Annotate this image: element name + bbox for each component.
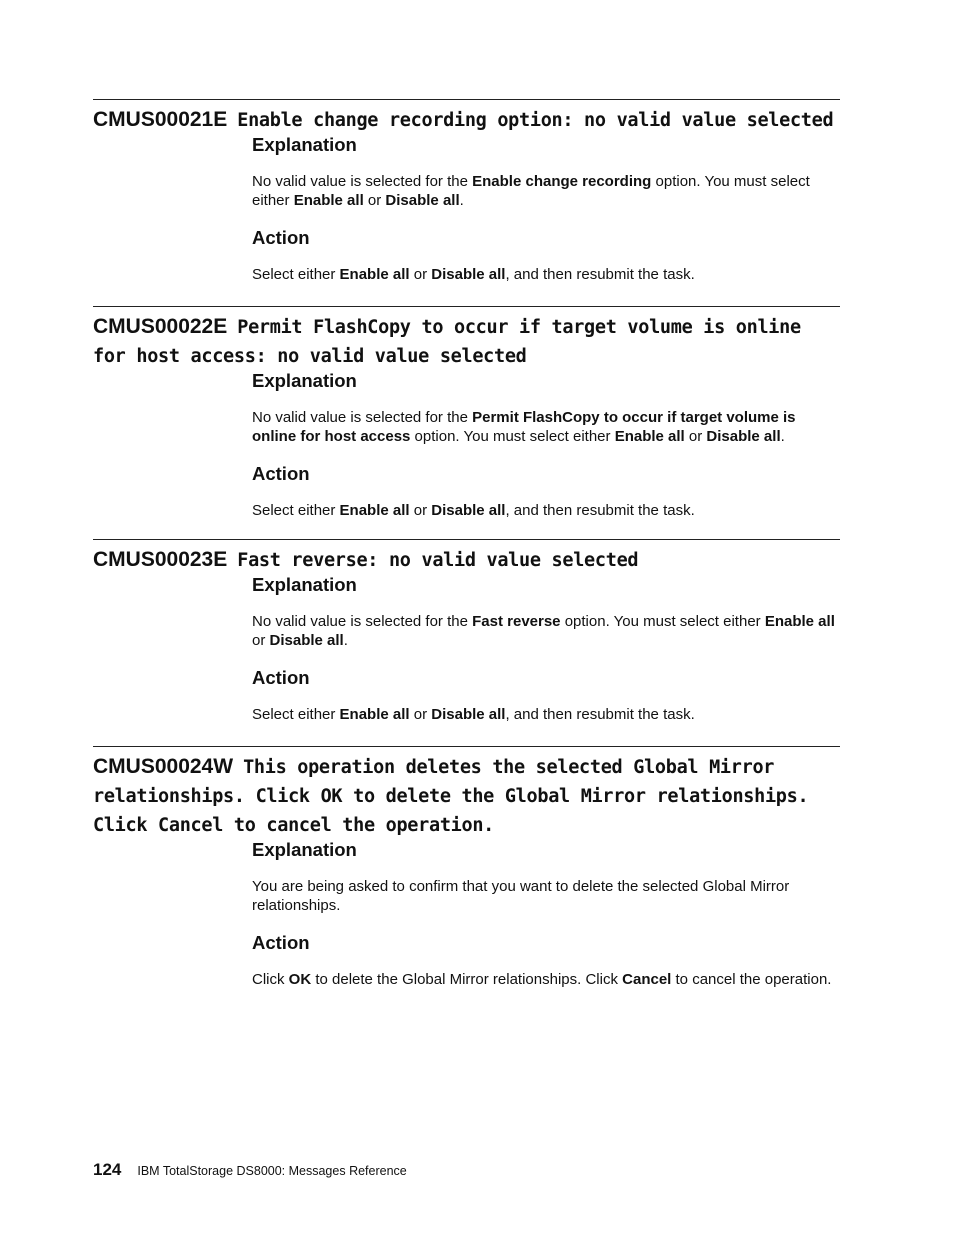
explanation-heading: Explanation [252,839,357,860]
bold-term: OK [288,971,312,988]
message-code: CMUS00024W [93,755,234,778]
message-title: Enable change recording option: no valid value selected [237,110,834,131]
explanation-text [252,172,842,210]
text-run: to cancel the operation. [671,971,832,988]
message-title: Fast reverse: no valid value selected [237,550,639,571]
text-run: , and then resubmit the task. [505,266,695,283]
text-run: option. You must select either [410,428,615,445]
action-text [252,265,842,284]
bold-term: Disable all [385,192,460,209]
text-run: Select either [252,706,340,723]
message-code: CMUS00023E [93,548,228,571]
text-run: , and then resubmit the task. [505,706,695,723]
bold-term: Disable all [706,428,781,445]
bold-term: Cancel [622,971,672,988]
text-run: to delete the Global Mirror relationships. Click [311,971,623,988]
message-heading [93,105,840,134]
text-run: option. You must select either [560,613,765,630]
bold-term: Fast reverse [472,613,561,630]
message-cmus00021e [93,99,840,301]
message-cmus00022e [93,306,840,537]
message-cmus00023e [93,539,840,741]
action-heading: Action [252,667,310,688]
bold-term: Enable all [764,613,835,630]
bold-term: Enable all [293,192,364,209]
explanation-heading: Explanation [252,134,357,155]
message-title: Permit FlashCopy to occur if target volume is online for host access: no valid value selected [93,317,801,367]
book-title: IBM TotalStorage DS8000: Messages Reference [137,1164,407,1178]
text-run: or [409,266,432,283]
message-heading [93,545,840,574]
explanation-text [252,877,842,915]
text-run: . [459,192,464,209]
message-code: CMUS00021E [93,108,228,131]
text-run: Select either [252,266,340,283]
message-body [252,574,842,724]
message-title: This operation deletes the selected Global Mirror relationships. Click OK to delete the Global Mirror relationships. Click Cancel to cancel the operation. [93,757,809,836]
action-heading: Action [252,463,310,484]
action-text [252,705,842,724]
message-heading [93,752,840,839]
text-run: or [363,192,386,209]
action-text [252,501,842,520]
page-footer [93,1160,407,1180]
message-heading [93,312,840,370]
action-heading: Action [252,932,310,953]
explanation-heading: Explanation [252,370,357,391]
bold-term: Enable change recording [472,173,652,190]
text-run: . [780,428,785,445]
bold-term: Disable all [431,502,506,519]
text-run: or [409,502,432,519]
text-run: . [343,632,348,649]
text-run: , and then resubmit the task. [505,502,695,519]
message-body [252,134,842,284]
action-text [252,970,842,989]
message-body [252,370,842,520]
bold-term: Disable all [269,632,344,649]
page-number: 124 [93,1160,122,1179]
bold-term: Enable all [339,502,410,519]
action-heading: Action [252,227,310,248]
message-cmus00024w [93,746,840,1006]
text-run: No valid value is selected for the [252,173,473,190]
text-run: No valid value is selected for the [252,613,473,630]
text-run: Select either [252,502,340,519]
text-run: option. You must select either [252,173,810,209]
text-run: or [409,706,432,723]
text-run: No valid value is selected for the [252,409,473,426]
text-run: or [684,428,707,445]
text-run: You are being asked to confirm that you want to delete the selected Global Mirror relationships. [252,878,790,914]
explanation-heading: Explanation [252,574,357,595]
bold-term: Enable all [339,266,410,283]
bold-term: Disable all [431,706,506,723]
message-body [252,839,842,989]
text-run: Click [252,971,289,988]
text-run: or [252,632,270,649]
bold-term: Enable all [339,706,410,723]
explanation-text [252,612,842,650]
bold-term: Enable all [614,428,685,445]
bold-term: Permit FlashCopy to occur if target volume is online for host access [252,409,796,445]
bold-term: Disable all [431,266,506,283]
explanation-text [252,408,842,446]
message-code: CMUS00022E [93,315,228,338]
